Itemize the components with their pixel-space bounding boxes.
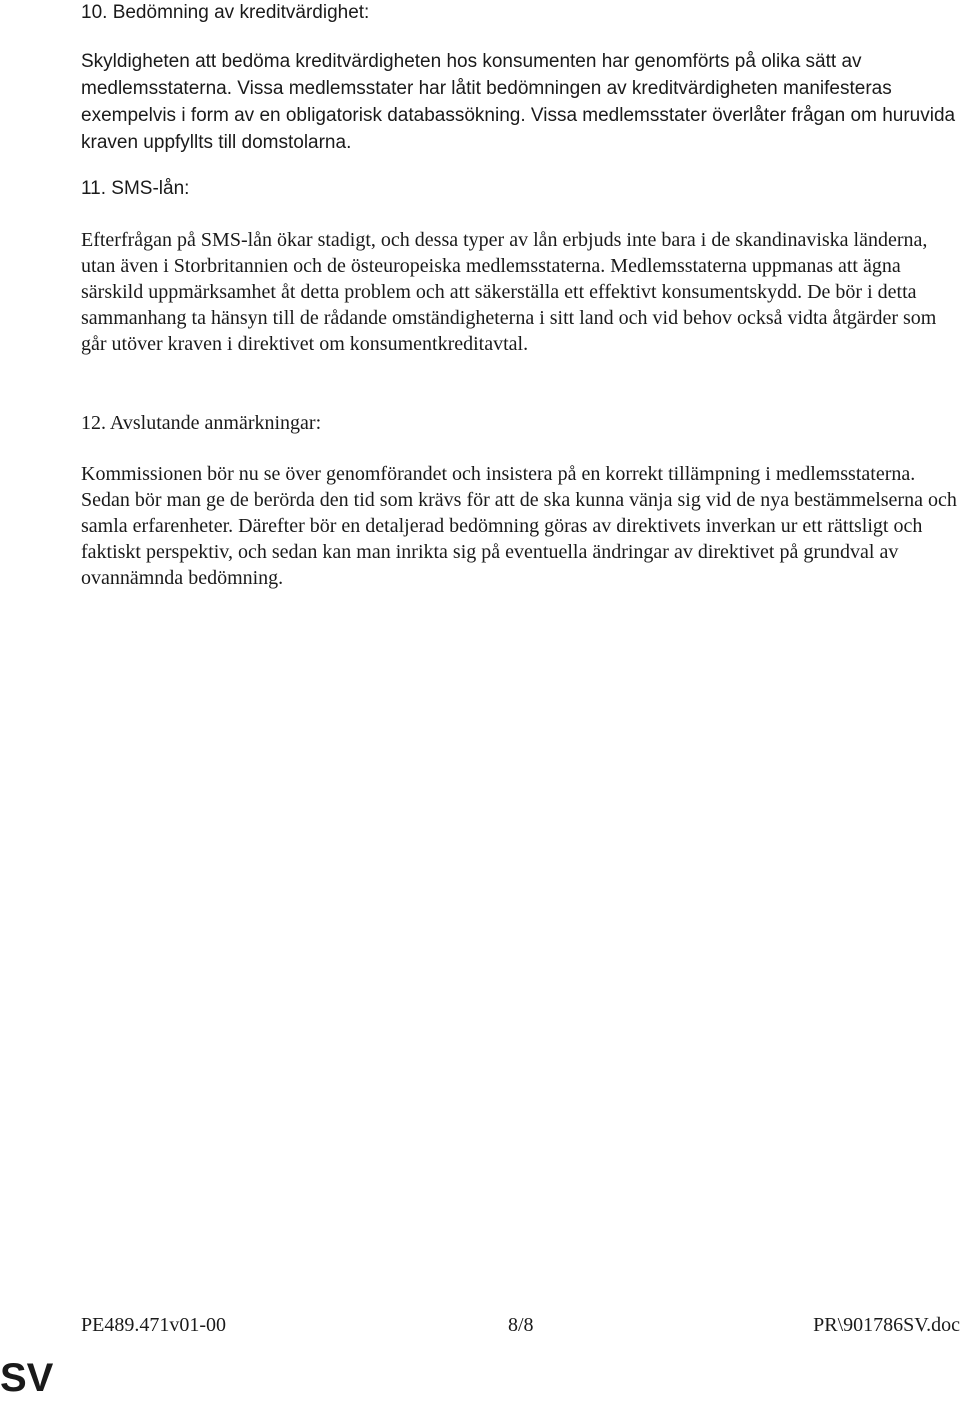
section-12: [81, 410, 960, 436]
page-footer: [81, 1311, 960, 1339]
section-heading: 10. Bedömning av kreditvärdighet:: [81, 2, 370, 23]
section-10-body: [81, 48, 960, 156]
section-paragraph: Kommissionen bör nu se över genomförandet och insistera på en korrekt tillämpning i medlemsstaterna. Sedan bör man ge de berörda den tid som krävs för att de ska kunna vänja sig vid de nya bestämmelserna och samla erfarenheter. Därefter bör en detaljerad bedömning göras av direktivets inverkan ur ett rättsligt och faktiskt perspektiv, och sedan kan man inrikta sig på eventuella ändringar av direktivet på grundval av ovannämnda bedömning.: [81, 463, 957, 589]
file-reference: PR\901786SV.doc: [813, 1314, 960, 1336]
section-heading: 12. Avslutande anmärkningar:: [81, 412, 322, 434]
section-heading: 11. SMS-lån:: [81, 178, 190, 199]
language-code: SV: [0, 1356, 54, 1400]
paragraph-part: Vissa medlemsstater har låtit bedömningen av kreditvärdigheten manifesteras exempelvis i form av en obligatorisk databassökning. Vissa medlemsstater överlåter frågan om huruvida kraven uppfyllts till domstolarna.: [81, 78, 956, 153]
section-12-body: [81, 461, 960, 591]
section-paragraph: [81, 48, 960, 156]
section-11-body: [81, 227, 960, 357]
paragraph-part: Skyldigheten att bedöma kreditvärdigheten hos konsumenten har genomförts på olika sätt av medlemsstaterna.: [81, 51, 862, 99]
section-paragraph: Efterfrågan på SMS-lån ökar stadigt, och dessa typer av lån erbjuds inte bara i de skandinaviska länderna, utan även i Storbritannien och de östeuropeiska medlemsstaterna. Medlemsstaterna uppmanas att ägna särskild uppmärksamhet åt detta problem och att säkerställa ett effektivt konsumentskydd. De bör i detta sammanhang ta hänsyn till de rådande omständigheterna i sitt land och vid behov också vidta åtgärder som går utöver kraven i direktivet om konsumentkreditavtal.: [81, 229, 937, 355]
page-number: 8/8: [508, 1314, 534, 1336]
section-11: [81, 176, 960, 202]
document-reference: PE489.471v01-00: [81, 1314, 226, 1336]
section-10: [81, 0, 960, 26]
